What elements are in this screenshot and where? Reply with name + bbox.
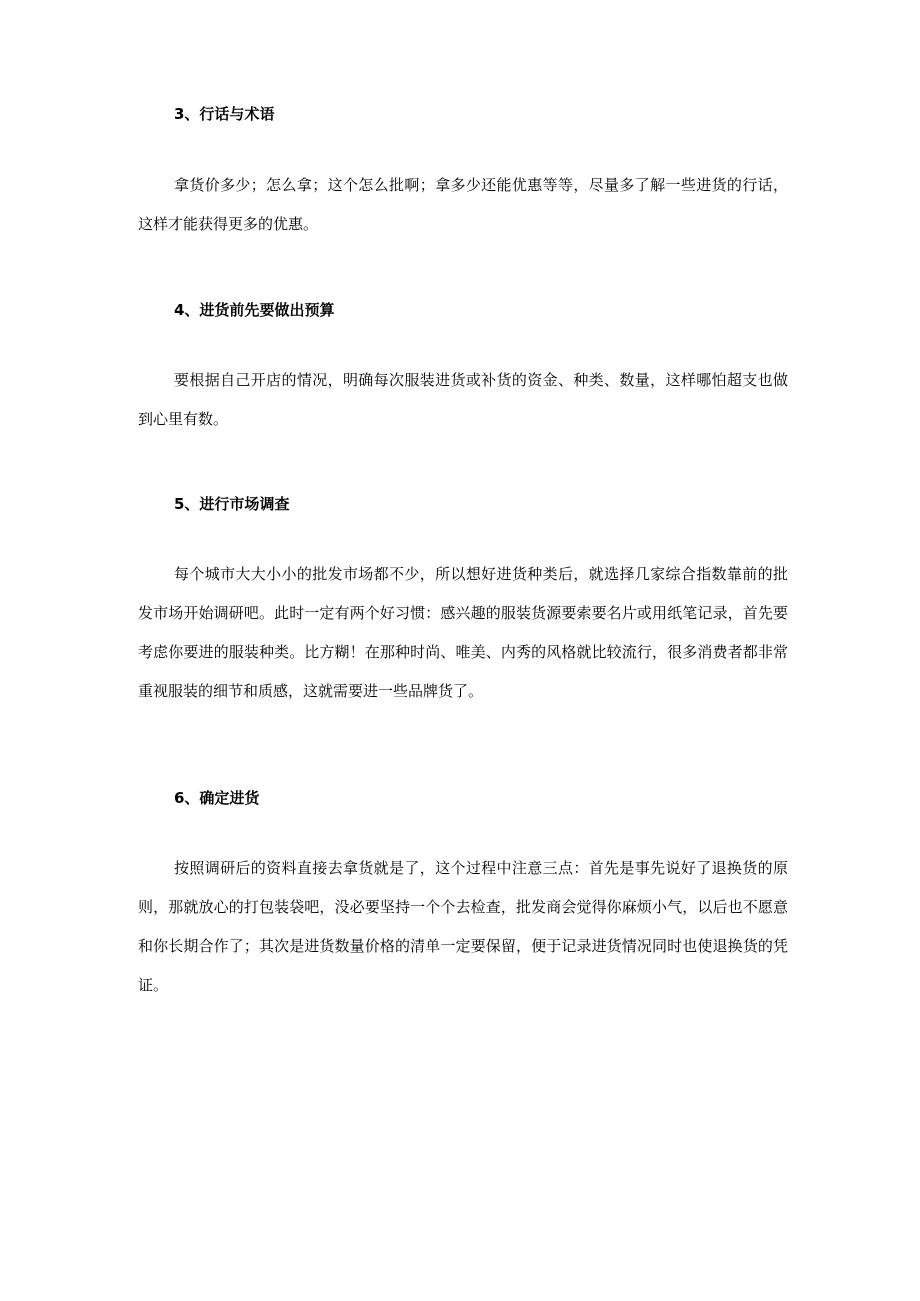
section-body-4: 要根据自己开店的情况，明确每次服装进货或补货的资金、种类、数量，这样哪怕超支也做到心里有数。	[138, 371, 788, 428]
section-heading-5: 5、进行市场调查	[174, 495, 290, 513]
section-heading-3: 3、行话与术语	[174, 105, 275, 123]
section-body-6: 按照调研后的资料直接去拿货就是了，这个过程中注意三点：首先是事先说好了退换货的原则，那就放心的打包装袋吧，没必要坚持一个个去检查，批发商会觉得你麻烦小气，以后也不愿意和你长期合作了；其次是进货数量价格的清单一定要保留，便于记录进货情况同时也使退换货的凭证。	[138, 859, 788, 994]
section-heading-6: 6、确定进货	[174, 789, 260, 807]
section-body-3: 拿货价多少；怎么拿；这个怎么批啊；拿多少还能优惠等等，尽量多了解一些进货的行话，这样才能获得更多的优惠。	[138, 176, 788, 233]
section-body-5: 每个城市大大小小的批发市场都不少，所以想好进货种类后，就选择几家综合指数靠前的批发市场开始调研吧。此时一定有两个好习惯：感兴趣的服装货源要索要名片或用纸笔记录，首先要考虑你要进的服装种类。比方糊！在那种时尚、唯美、内秀的风格就比较流行，很多消费者都非常重视服装的细节和质感，这就需要进一些品牌货了。	[138, 565, 788, 700]
section-heading-4: 4、进货前先要做出预算	[174, 301, 335, 319]
